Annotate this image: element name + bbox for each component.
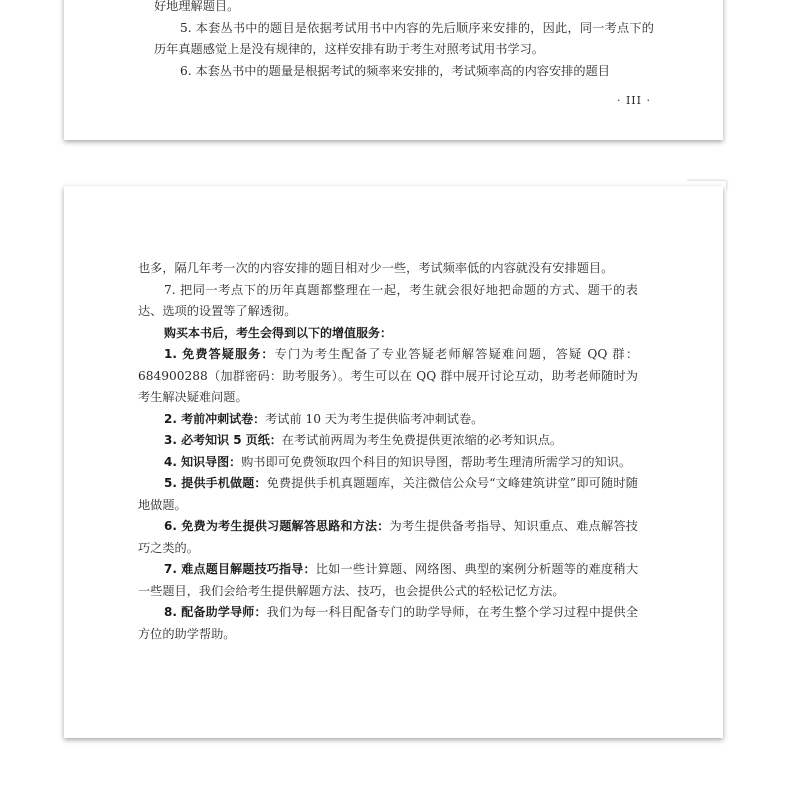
- services-heading: [138, 323, 638, 345]
- service-text: 专门为考生配备了专业答疑老师解答疑难问题，答疑 QQ 群：684900288（加群密码：助考服务）。考生可以在 QQ 群中展开讨论互动，助考老师随时为考生解决疑难问题。: [138, 347, 639, 404]
- service-item-5: [138, 473, 638, 516]
- service-text: 免费提供手机真题题库，关注微信公众号“文峰建筑讲堂”即可随时随地做题。: [138, 476, 638, 512]
- top-item-5: 5. 本套丛书中的题目是依据考试用书中内容的先后顺序来安排的，因此，同一考点下的历年真题感觉上是没有规律的，这样安排有助于考生对照考试用书学习。: [154, 20, 654, 56]
- service-item-3: [138, 430, 638, 452]
- top-item-6: 6. 本套丛书中的题量是根据考试的频率来安排的，考试频率高的内容安排的题目: [180, 63, 610, 78]
- service-item-8: [138, 602, 638, 645]
- service-title: 2. 考前冲刺试卷：: [164, 411, 266, 426]
- service-title: 4. 知识导图：: [164, 454, 242, 469]
- service-text: 比如一些计算题、网络图、典型的案例分析题等的难度稍大一些题目，我们会给考生提供解题方法、技巧，也会提供公式的轻松记忆方法。: [138, 562, 639, 598]
- top-page-text: [154, 0, 654, 82]
- service-title: 8. 配备助学导师：: [164, 605, 267, 619]
- service-item-1: [138, 344, 638, 409]
- top-page-sheet: [64, 0, 723, 140]
- service-item-7: [138, 559, 638, 602]
- service-title: 5. 提供手机做题：: [164, 476, 267, 490]
- service-item-2: [138, 409, 638, 431]
- intro-paragraph: 也多，隔几年考一次的内容安排的题目相对少一些，考试频率低的内容就没有安排题目。: [138, 261, 614, 275]
- bottom-page-sheet: [64, 186, 723, 738]
- service-title: 7. 难点题目解题技巧指导：: [164, 562, 316, 576]
- service-text: 在考试前两周为考生免费提供更浓缩的必考知识点。: [281, 433, 563, 447]
- item-7-paragraph: 7. 把同一考点下的历年真题都整理在一起，考生就会很好地把命题的方式、题干的表达、选项的设置等了解透彻。: [138, 282, 638, 318]
- service-text: 考试前 10 天为考生提供临考冲刺试卷。: [265, 411, 484, 426]
- service-item-6: [138, 516, 638, 559]
- service-item-4: [138, 452, 638, 474]
- service-title: 1. 免费答疑服务：: [164, 347, 275, 361]
- service-title: 6. 免费为考生提供习题解答思路和方法：: [164, 519, 390, 533]
- page-number: · III ·: [616, 94, 651, 107]
- service-text: 我们为每一科目配备专门的助学导师，在考生整个学习过程中提供全方位的助学帮助。: [138, 605, 639, 641]
- service-text: 为考生提供备考指导、知识重点、难点解答技巧之类的。: [138, 519, 638, 555]
- service-text: 购书即可免费领取四个科目的知识导图，帮助考生理清所需学习的知识。: [241, 454, 632, 469]
- bottom-page-text: [138, 258, 638, 645]
- top-line-1: 好地理解题目。: [154, 0, 240, 13]
- service-title: 3. 必考知识 5 页纸：: [164, 433, 282, 447]
- services-heading-text: 购买本书后，考生会得到以下的增值服务：: [164, 325, 393, 340]
